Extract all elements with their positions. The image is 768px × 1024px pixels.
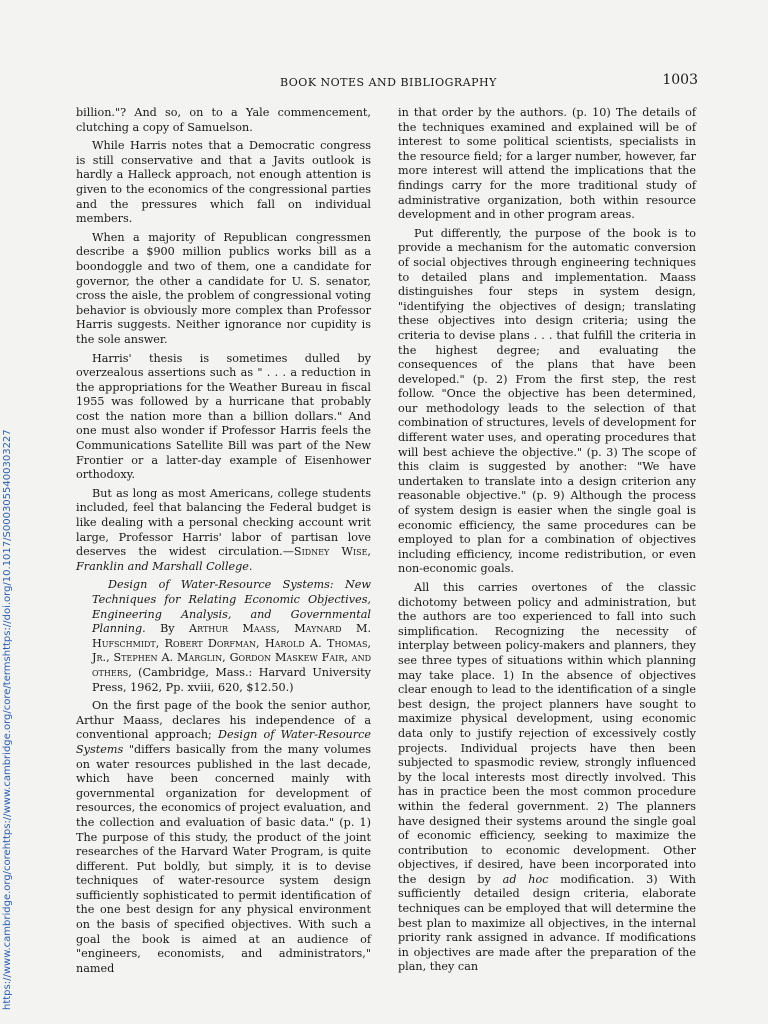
- book-title: Design of Water-Resource Systems: New Techniques for Relating Economic Objectives, Engineering Analysis, and Governmental Planning.: [92, 578, 371, 636]
- cambridge-core-link[interactable]: https://www.cambridge.org/core: [2, 849, 13, 1010]
- paragraph-text: modification. 3) With sufficiently detailed design criteria, elaborate techniques can be employed that will determine the best plan to maximize all objectives, in the internal priority rank assigned in advance. If modifications in objectives are made after the preparation of the plan, they can: [398, 872, 696, 974]
- paragraph: billion."? And so, on to a Yale commencement, clutching a copy of Samuelson.: [76, 106, 371, 134]
- doi-link[interactable]: https://doi.org/10.1017/S0003055400303227: [2, 429, 13, 657]
- download-notice-text: [2, 429, 13, 1010]
- page-number: 1003: [662, 72, 698, 88]
- reviewer-affiliation: Franklin and Marshall College.: [76, 559, 253, 573]
- paragraph-text: "differs basically from the many volumes on water resources published in the last decade, which have been concerned mainly with governmental organization for development of resources, the economics of project evaluation, and the collection and evaluation of basic data." (p. 1) The purpose of this study, the product of the joint researches of the Harvard Water Program, is quite different. Put boldly, but simply, it is to devise techniques of water-resource system design sufficiently sophisticated to permit identification of the one best design for any physical environment on the basis of specified objectives. With such a goal the book is aimed at an audience of "engineers, economists, and administrators," named: [76, 742, 371, 975]
- paragraph: [398, 581, 696, 975]
- book-authors: Arthur Maass, Maynard M. Hufschmidt, Robert Dorfman, Harold A. Thomas, Jr., Stephen A. Marglin, Gordon Maskew Fair, and others,: [92, 622, 371, 679]
- by-word: By: [145, 622, 189, 636]
- paragraph: When a majority of Republican congressmen describe a $900 million publics works bill as a boondoggle and two of them, one a candidate for governor, the other a candidate for U. S. senator, cross the aisle, the problem of congressional voting behavior is obviously more complex than Professor Harris suggests. Neither ignorance nor cupidity is the sole answer.: [76, 230, 371, 346]
- reviewer-name: Sidney Wise,: [293, 545, 371, 559]
- review-closing-paragraph: [76, 487, 371, 575]
- italic-term: ad hoc: [502, 872, 549, 886]
- right-column: [398, 106, 696, 979]
- download-notice: [2, 80, 18, 1010]
- paragraph: Harris' thesis is sometimes dulled by overzealous assertions such as " . . . a reduction in the appropriations for the Weather Bureau in fiscal 1955 was followed by a hurricane that probably cost the nation more than a billion dollars." And one must also wonder if Professor Harris feels the Communications Satellite Bill was part of the New Frontier or a latter-day example of Eisenhower orthodoxy.: [76, 351, 371, 482]
- paragraph: [76, 699, 371, 976]
- paragraph: in that order by the authors. (p. 10) The details of the techniques examined and explained will be of interest to some political scientists, specialists in the resource field; for a larger number, however, far more interest will attend the implications that the findings carry for the more traditional study of administrative organization, both within resource development and in other program areas.: [398, 106, 696, 222]
- book-title-inline: Design of Water-Resource Systems: [76, 728, 372, 756]
- review-heading: [76, 578, 371, 695]
- paragraph: Put differently, the purpose of the book is to provide a mechanism for the automatic conversion of social objectives through engineering techniques to detailed plans and implementation. Maass distinguishes four steps in system design, "identifying the objectives of design; translating these objectives into design criteria; using the criteria to devise plans . . . that fulfill the criteria in the highest degree; and evaluating the consequences of the plans that have been developed." (p. 2) From the first step, the rest follow. "Once the objective has been determined, our methodology leads to the selection of that combination of structures, levels of development for different water uses, and operating procedures that will best achieve the objective." (p. 3) The scope of this claim is suggested by another: "We have undertaken to translate into a design criterion any reasonable objective." (p. 9) Although the process of system design is easier when the single goal is economic efficiency, the same procedures can be employed to plan for a combination of objectives including efficiency, income redistribution, or even non-economic goals.: [398, 226, 696, 576]
- paragraph-text: All this carries overtones of the classic dichotomy between policy and administration, but the authors are too experienced to fall into such simplification. Recognizing the necessity of interplay between policy-makers and planners, they see three types of situations within which planning may take place. 1) In the absence of objectives clear enough to lead to the identification of a single best design, the project planners have sought to maximize physical development, using economic data only to justify rejection of excessively costly projects. Individual projects have then been subjected to spasmodic review, strongly influenced by the local interests most directly involved. This has in practice been the most common procedure within the federal government. 2) The planners have designed their systems around the single goal of economic efficiency, seeking to maximize the contribution to economic development. Other objectives, if desired, have been incorporated into the design by: [398, 581, 696, 886]
- paragraph-text: On the first page of the book the senior author, Arthur Maass, declares his independence of a conventional approach;: [76, 699, 371, 742]
- paragraph: While Harris notes that a Democratic congress is still conservative and that a Javits outlook is hardly a Halleck approach, not enough attention is given to the economics of the congressional parties and the pressures which fall on individual members.: [76, 139, 371, 226]
- left-column: [76, 106, 371, 980]
- terms-link[interactable]: https://www.cambridge.org/core/terms: [2, 656, 13, 850]
- paragraph-text: But as long as most Americans, college students included, feel that balancing the Federal budget is like dealing with a personal checking account writ large, Professor Harris' labor of partisan love deserves the widest circulation.—: [76, 486, 371, 559]
- running-head: BOOK NOTES AND BIBLIOGRAPHY: [280, 76, 497, 89]
- publication-info: (Cambridge, Mass.: Harvard University Press, 1962, Pp. xviii, 620, $12.50.): [92, 665, 371, 694]
